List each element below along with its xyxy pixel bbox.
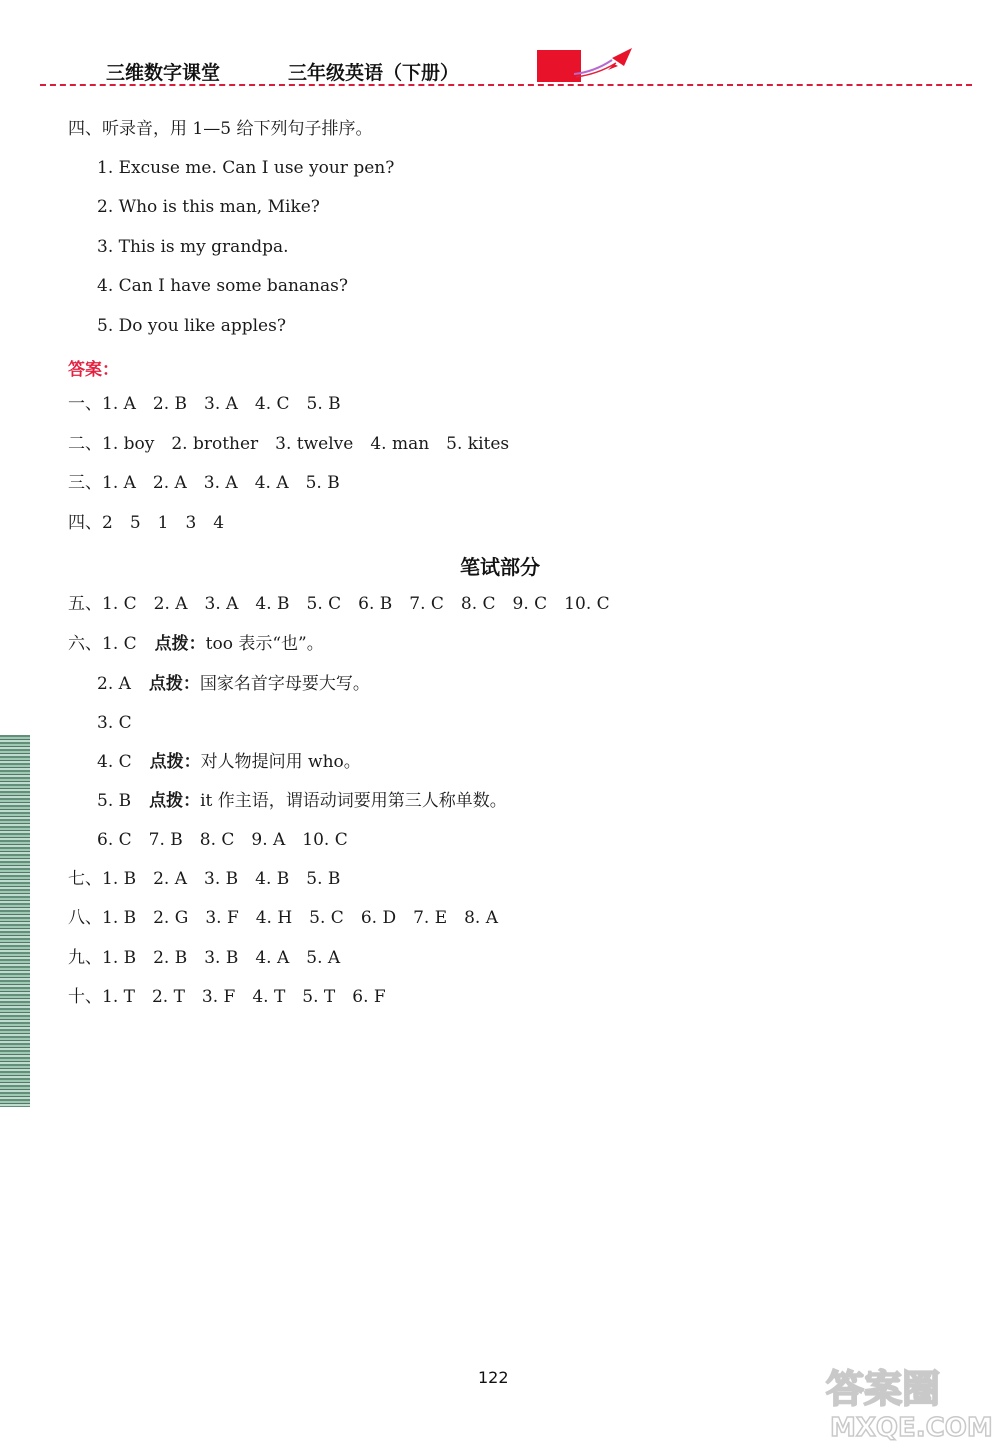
section4-item: 2. Who is this man, Mike? bbox=[97, 197, 320, 217]
q6-num: 六、1. C bbox=[68, 634, 137, 654]
header-dashed-divider bbox=[40, 84, 972, 86]
q6-row bbox=[97, 751, 361, 773]
section4-item: 3. This is my grandpa. bbox=[97, 237, 289, 257]
answer-line-10: 十、1. T 2. T 3. F 4. T 5. T 6. F bbox=[68, 987, 386, 1007]
scan-edge-stripe bbox=[0, 735, 30, 1107]
tip-label: 点拨： bbox=[154, 634, 206, 654]
q6-rest: 6. C 7. B 8. C 9. A 10. C bbox=[97, 830, 348, 850]
tip-text: too 表示“也”。 bbox=[205, 634, 324, 654]
watermark-text-bottom: MXQE.COM bbox=[830, 1413, 993, 1443]
section4-item: 5. Do you like apples? bbox=[97, 316, 286, 336]
section4-item: 1. Excuse me. Can I use your pen? bbox=[97, 158, 395, 178]
answer-line-8: 八、1. B 2. G 3. F 4. H 5. C 6. D 7. E 8. A bbox=[68, 908, 499, 928]
answer-line-4: 四、2 5 1 3 4 bbox=[68, 513, 225, 533]
written-section-title: 笔试部分 bbox=[460, 555, 540, 579]
header-book-title: 三年级英语（下册） bbox=[288, 62, 460, 84]
page-number: 122 bbox=[478, 1368, 509, 1387]
q6-row bbox=[68, 633, 324, 655]
section4-item: 4. Can I have some bananas? bbox=[97, 276, 348, 296]
q6-row bbox=[97, 790, 507, 812]
tip-text: it 作主语，谓语动词要用第三人称单数。 bbox=[200, 791, 507, 811]
answer-line-2: 二、1. boy 2. brother 3. twelve 4. man 5. kites bbox=[68, 434, 510, 454]
answer-line-9: 九、1. B 2. B 3. B 4. A 5. A bbox=[68, 948, 341, 968]
watermark-text-top: 答案圈 bbox=[826, 1367, 941, 1411]
tip-label: 点拨： bbox=[149, 752, 201, 772]
answer-line-5: 五、1. C 2. A 3. A 4. B 5. C 6. B 7. C 8. C 9. C 10. C bbox=[68, 594, 610, 614]
q6-row bbox=[97, 673, 370, 695]
answer-label: 答案： bbox=[68, 360, 119, 380]
watermark-logo bbox=[822, 1358, 994, 1444]
answer-line-7: 七、1. B 2. A 3. B 4. B 5. B bbox=[68, 869, 341, 889]
tip-text: 国家名首字母要大写。 bbox=[199, 674, 370, 694]
answer-line-3: 三、1. A 2. A 3. A 4. A 5. B bbox=[68, 473, 340, 493]
tip-text: 对人物提问用 who。 bbox=[200, 752, 361, 772]
q6-row bbox=[97, 712, 132, 734]
header-series-title: 三维数字课堂 bbox=[106, 62, 221, 84]
tip-label: 点拨： bbox=[148, 674, 200, 694]
answer-line-1: 一、1. A 2. B 3. A 4. C 5. B bbox=[68, 394, 341, 414]
tip-label: 点拨： bbox=[149, 791, 201, 811]
q6-num: 5. B bbox=[97, 791, 132, 811]
section4-title: 四、听录音，用 1—5 给下列句子排序。 bbox=[68, 119, 373, 139]
q6-num: 4. C bbox=[97, 752, 132, 772]
q6-num: 3. C bbox=[97, 713, 132, 733]
q6-num: 2. A bbox=[97, 674, 131, 694]
rocket-icon bbox=[572, 44, 636, 80]
